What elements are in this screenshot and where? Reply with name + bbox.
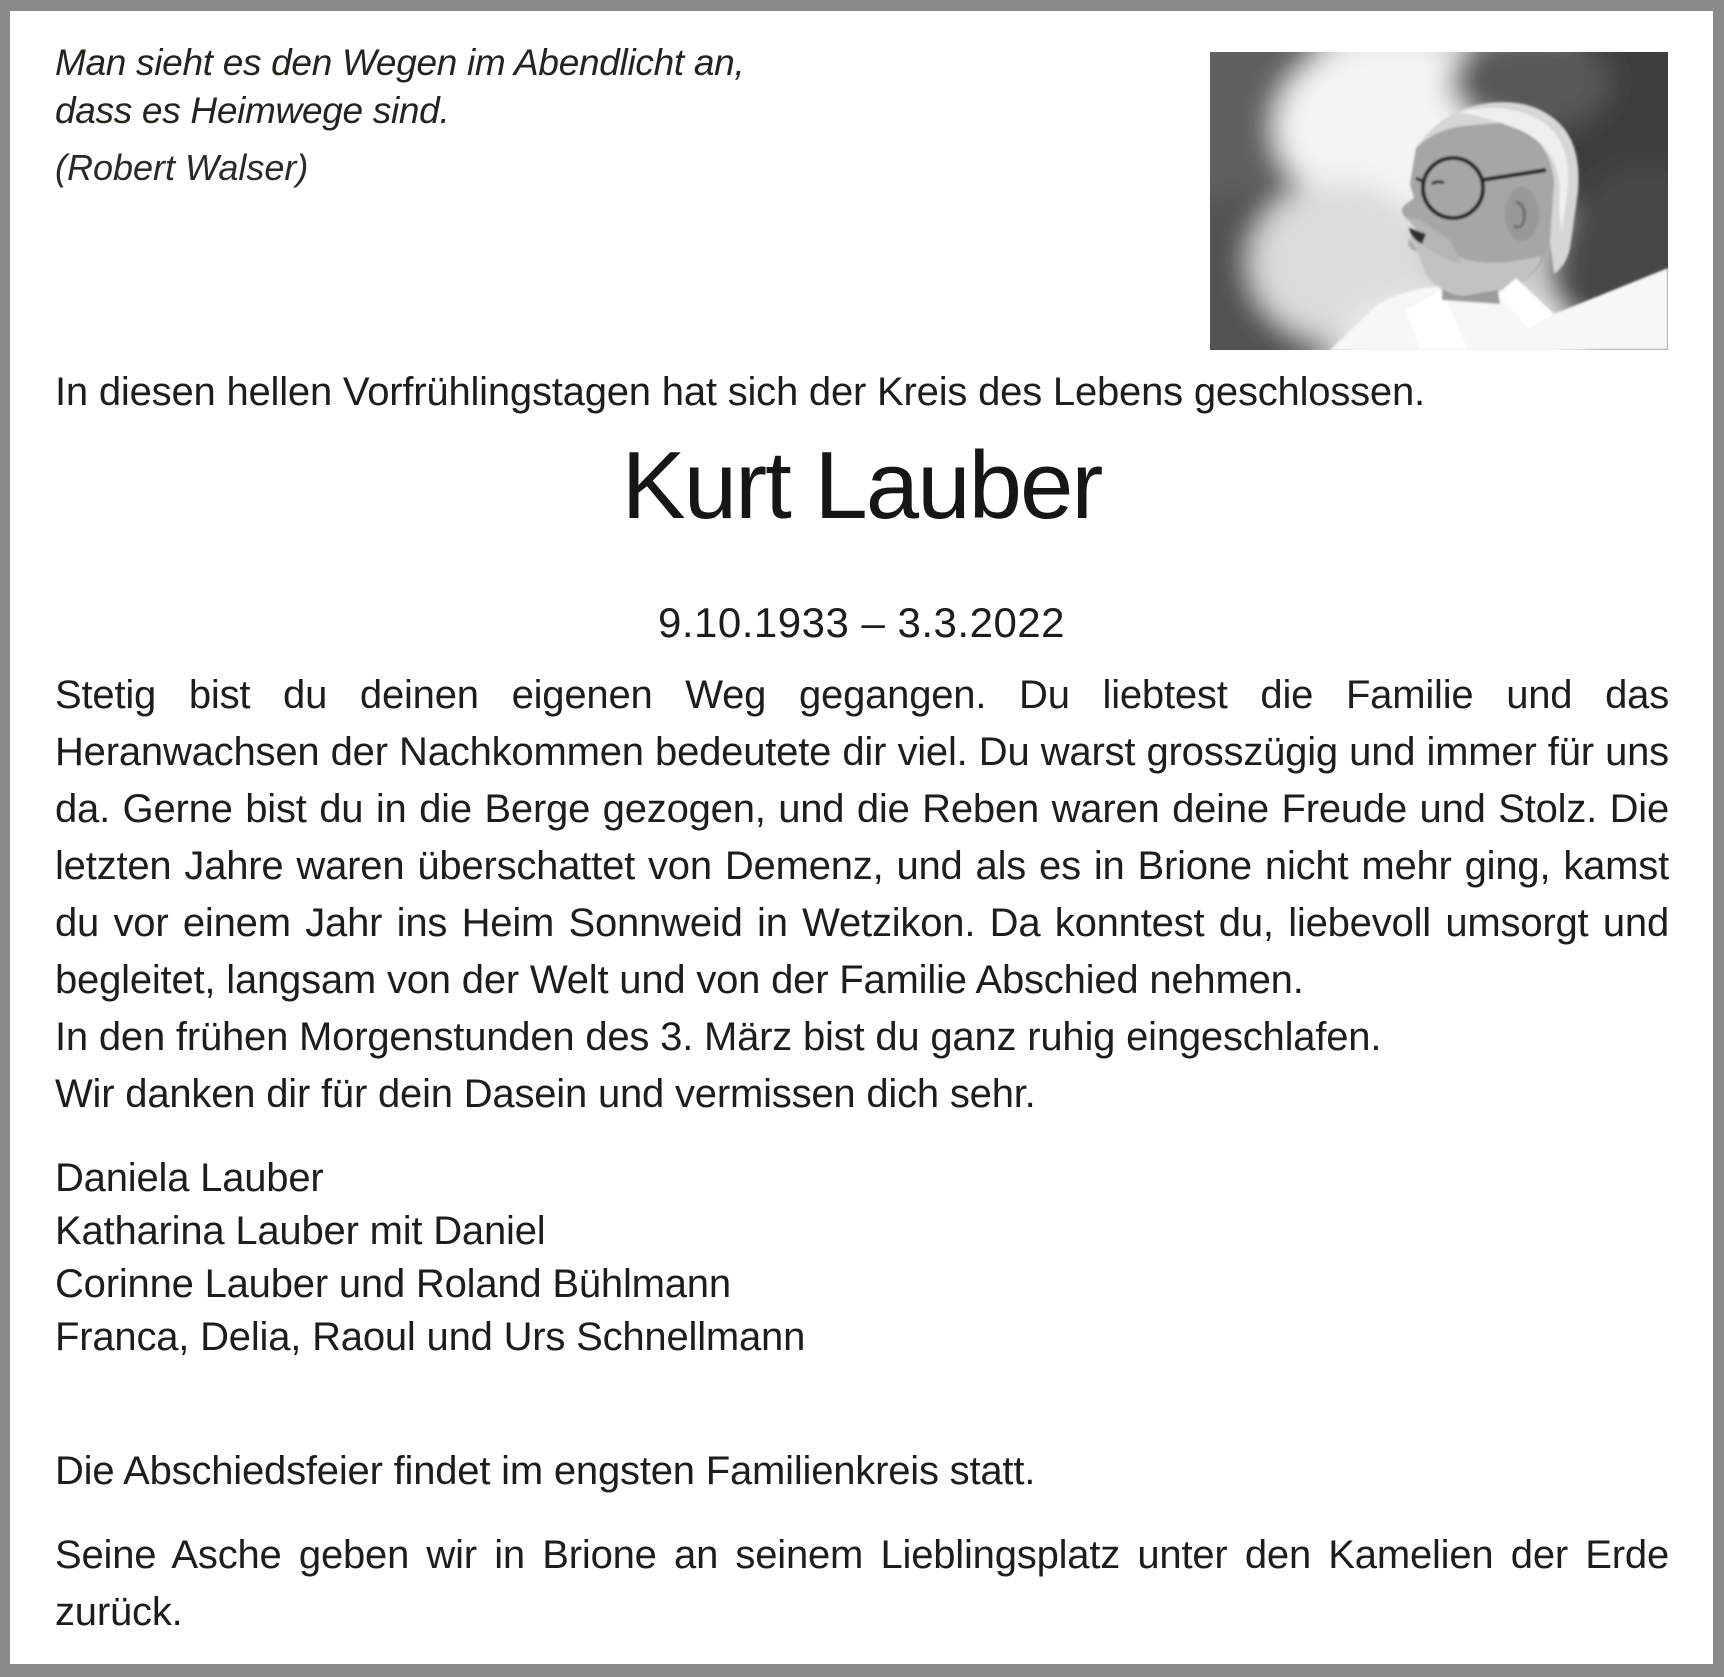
opening-quote bbox=[55, 39, 744, 135]
deceased-name: Kurt Lauber bbox=[621, 432, 1102, 539]
mourner-name: Franca, Delia, Raoul und Urs Schnellmann bbox=[55, 1315, 806, 1359]
obituary-paragraph: Stetig bist du deinen eigenen Weg gegangen. Du liebtest die Familie und das Heranwachsen der Nachkommen bedeutete dir viel. Du warst grosszügig und immer für uns da. Gerne bist du in die Berge gezogen, und die Reben waren deine Freude und Stolz. Die letzten Jahre waren überschattet von Demenz, und als es in Brione nicht mehr ging, kamst du vor einem Jahr ins Heim Sonnweid in Wetzikon. Da konntest du, liebevoll umsorgt und begleitet, langsam von der Welt und von der Familie Abschied nehmen. bbox=[55, 673, 1669, 1002]
mourner-name: Daniela Lauber bbox=[55, 1156, 324, 1200]
obituary-line-thanks: Wir danken dir für dein Dasein und vermissen dich sehr. bbox=[55, 1072, 1036, 1116]
mourner-name: Katharina Lauber mit Daniel bbox=[55, 1209, 546, 1253]
mourners-list bbox=[55, 1152, 805, 1364]
portrait-photo bbox=[1210, 52, 1668, 350]
obituary-line-sleep: In den frühen Morgenstunden des 3. März bist du ganz ruhig eingeschlafen. bbox=[55, 1015, 1382, 1059]
quote-line-1: Man sieht es den Wegen im Abendlicht an, bbox=[55, 42, 745, 83]
farewell-note: Die Abschiedsfeier findet im engsten Familienkreis statt. bbox=[55, 1449, 1036, 1493]
intro-line: In diesen hellen Vorfrühlingstagen hat sich der Kreis des Lebens geschlossen. bbox=[55, 370, 1425, 414]
life-dates: 9.10.1933 – 3.3.2022 bbox=[657, 599, 1066, 646]
quote-attribution: (Robert Walser) bbox=[55, 147, 309, 188]
mourner-name: Corinne Lauber und Roland Bühlmann bbox=[55, 1262, 731, 1306]
quote-line-2: dass es Heimwege sind. bbox=[55, 90, 450, 131]
obituary-text bbox=[55, 667, 1669, 1123]
ashes-note: Seine Asche geben wir in Brione an seinem Lieblingsplatz unter den Kamelien der Erde zurück. bbox=[55, 1533, 1669, 1634]
